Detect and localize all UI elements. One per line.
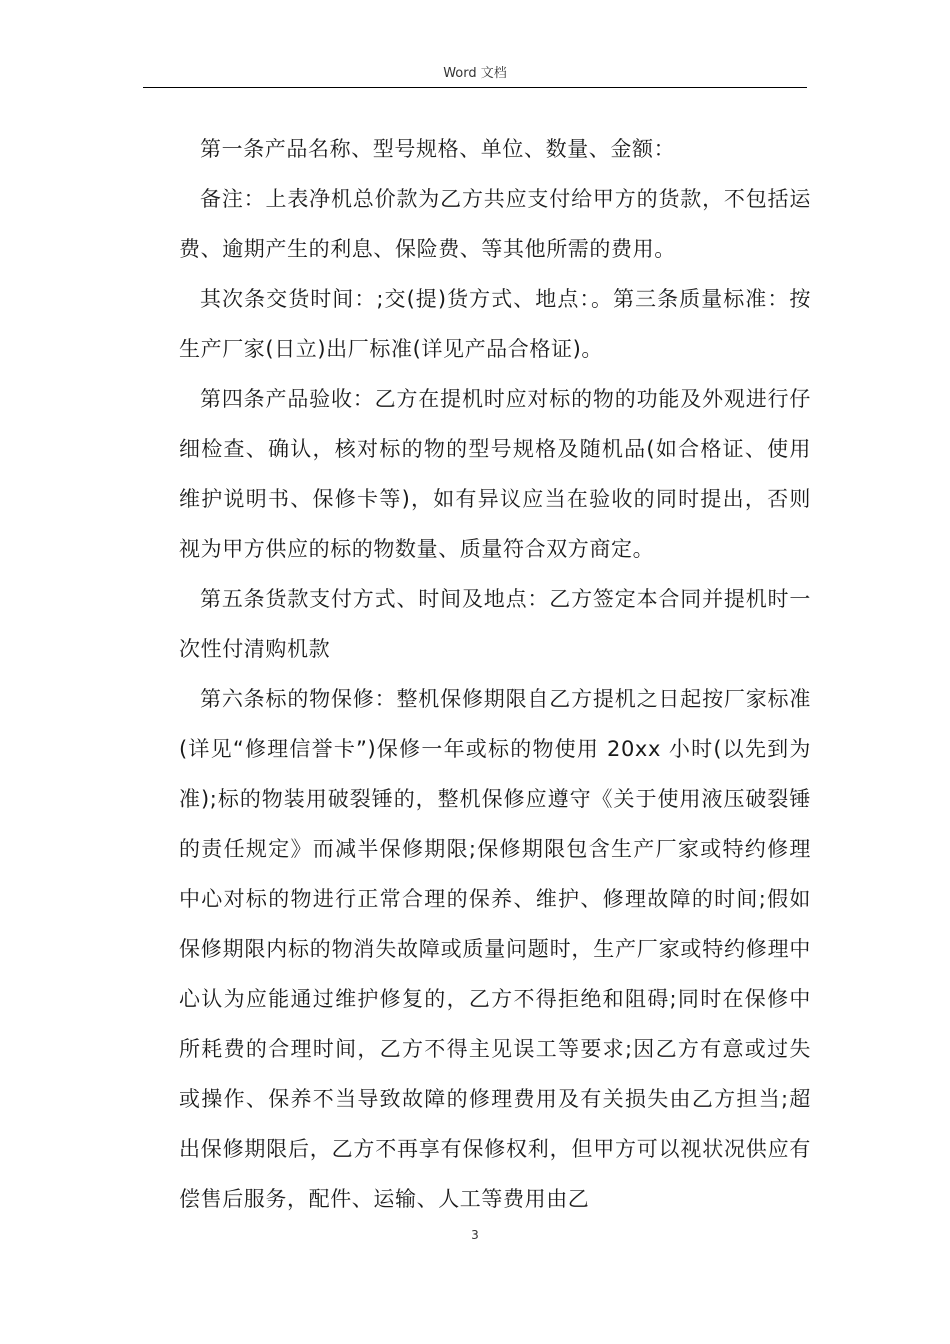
paragraph-article-2-3: 其次条交货时间：;交(提)货方式、地点：。第三条质量标准：按生产厂家(日立)出厂标准(详见产品合格证)。 <box>179 287 811 361</box>
paragraph-article-1: 第一条产品名称、型号规格、单位、数量、金额： <box>200 137 676 161</box>
paragraph-article-6: 第六条标的物保修：整机保修期限自乙方提机之日起按厂家标准(详见“修理信誉卡”)保修一年或标的物使用 20xx 小时(以先到为准);标的物装用破裂锤的，整机保修应遵守《关于使用液压破裂锤的责任规定》而减半保修期限;保修期限包含生产厂家或特约修理中心对标的物进行正常合理的保养、维护、修理故障的时间;假如保修期限内标的物消失故障或质量问题时，生产厂家或特约修理中心认为应能通过维护修复的，乙方不得拒绝和阻碍;同时在保修中所耗费的合理时间，乙方不得主见误工等要求;因乙方有意或过失或操作、保养不当导致故障的修理费用及有关损失由乙方担当;超出保修期限后，乙方不再享有保修权利，但甲方可以视状况供应有偿售后服务，配件、运输、人工等费用由乙 <box>179 687 811 1211</box>
page-number: 3 <box>471 1228 479 1242</box>
paragraph-article-5: 第五条货款支付方式、时间及地点：乙方签定本合同并提机时一次性付清购机款 <box>179 587 811 661</box>
document-body <box>179 124 811 1224</box>
page-header-title: Word 文档 <box>443 66 507 81</box>
paragraph-remark: 备注：上表净机总价款为乙方共应支付给甲方的货款，不包括运费、逾期产生的利息、保险费、等其他所需的费用。 <box>179 187 811 261</box>
paragraph-article-4: 第四条产品验收：乙方在提机时应对标的物的功能及外观进行仔细检查、确认，核对标的物的型号规格及随机品(如合格证、使用维护说明书、保修卡等)，如有异议应当在验收的同时提出，否则视为甲方供应的标的物数量、质量符合双方商定。 <box>179 387 811 561</box>
header-divider <box>143 87 807 88</box>
